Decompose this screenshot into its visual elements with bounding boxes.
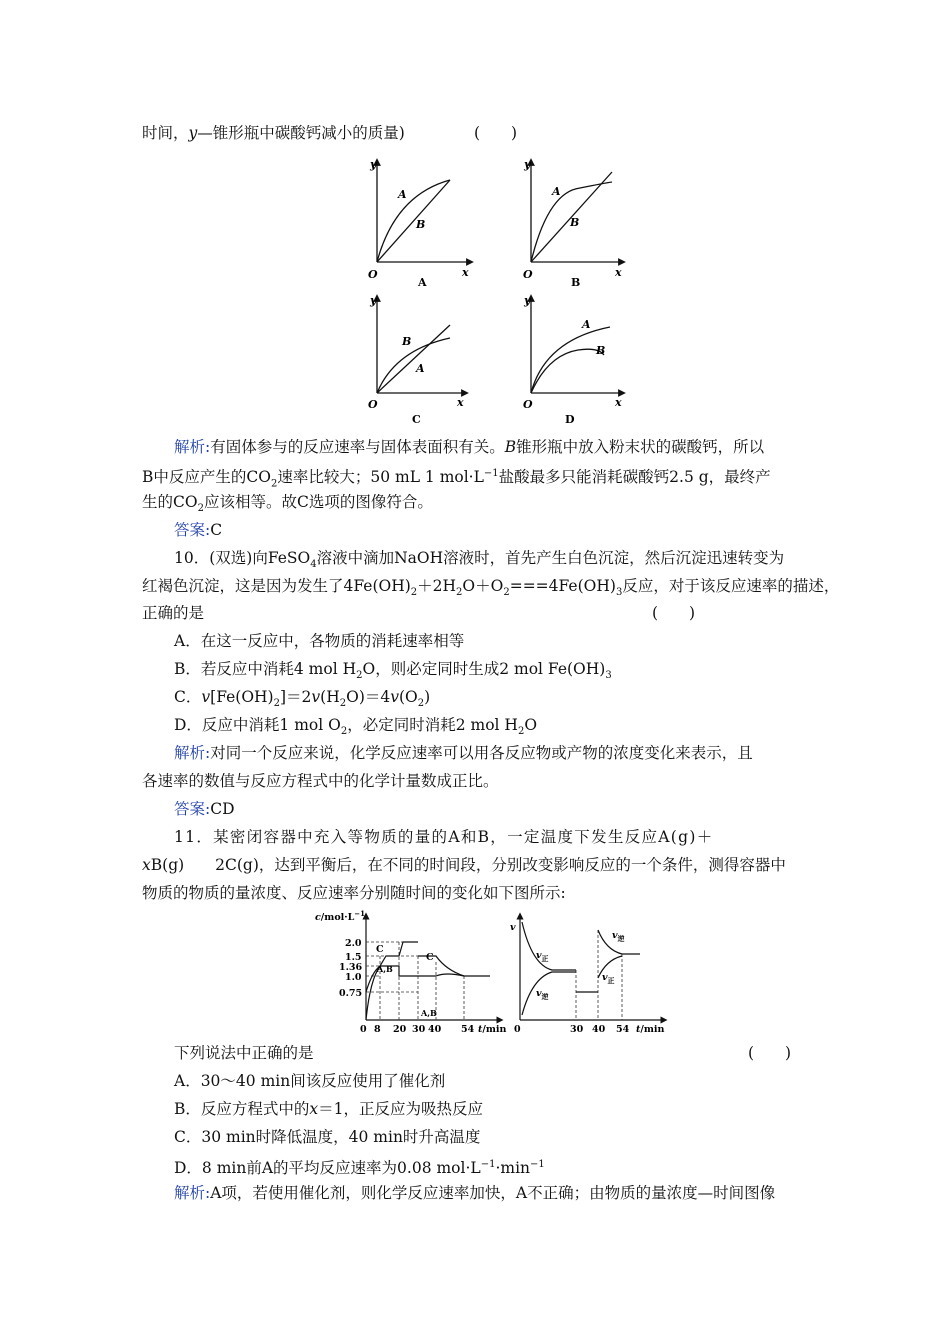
q9a-curve-b: B [416, 218, 426, 231]
q10-answer [174, 799, 235, 819]
q10-text: (O [399, 688, 418, 706]
superscript: −1 [530, 1159, 545, 1170]
q10-option-a: A．在这一反应中，各物质的消耗速率相等 [174, 632, 465, 650]
q9c-axis-x: x [457, 396, 464, 409]
q11-text: ·min [495, 1159, 531, 1178]
ytick-2-0: 2.0 [345, 938, 362, 949]
q9b-caption: B [571, 276, 581, 289]
q9-answer-value: C [210, 521, 223, 539]
q9-analysis-var: B [504, 438, 517, 456]
subscript: 2 [356, 670, 363, 682]
q10-text: ]＝2 [279, 688, 312, 706]
subscript: 2 [340, 726, 348, 738]
q9d-curve-a: A [582, 318, 591, 331]
q10-text: [Fe(OH) [210, 688, 274, 706]
var-x: x [142, 856, 151, 874]
q9-analysis-text: 生的CO [142, 493, 198, 511]
q9a-axis-x: x [462, 266, 469, 279]
q11-answer-paren: ( ) [748, 1044, 792, 1062]
xtick-40: 40 [428, 1024, 442, 1035]
q9a-curve-a: A [398, 188, 407, 201]
q11-line2 [142, 855, 786, 875]
q9d-axis-y: y [524, 294, 531, 307]
q10-text: 10．(双选)向FeSO [174, 549, 311, 567]
q10-line1 [174, 548, 784, 575]
subscript: 2 [273, 698, 280, 710]
label-v-fwd: $v_正$ [536, 950, 549, 963]
q9-analysis-label: 解析: [174, 438, 211, 456]
q9-graph-c [368, 294, 465, 426]
xtick-30: 30 [570, 1024, 584, 1035]
q10-analysis-line2: 各速率的数值与反应方程式中的化学计量数成正比。 [142, 772, 499, 790]
q9-graph-d [523, 294, 622, 426]
q11-line3: 物质的物质的量浓度、反应速率分别随时间的变化如下图所示: [142, 884, 566, 902]
q11-option-d [174, 1155, 545, 1178]
q10-text: 反应，对于该反应速率的描述， [622, 577, 840, 595]
q9c-curve-b: B [402, 335, 412, 348]
var-v: v [390, 688, 399, 706]
q11-rate-graph [510, 916, 665, 1035]
subscript: 2 [410, 587, 418, 599]
q11-option-c: C．30 min时降低温度，40 min时升高温度 [174, 1128, 481, 1146]
q9b-origin: O [523, 268, 533, 281]
label-v-rev-2: $v_逆$ [612, 930, 625, 943]
q10-text: C． [174, 688, 202, 706]
q9-var-y: y [188, 124, 198, 142]
q9-tail-line [142, 123, 405, 143]
q10-analysis-line1 [174, 743, 753, 763]
q10-text: ＋2H [417, 577, 457, 595]
q9d-axis-x: x [615, 396, 622, 409]
q11-analysis-line1 [174, 1183, 775, 1203]
subscript: 2 [270, 478, 278, 490]
q11-prompt: 下列说法中正确的是 [174, 1044, 314, 1062]
q9c-origin: O [368, 398, 378, 411]
q10-text: O)＝4 [346, 688, 391, 706]
q11-left-xlabel: t/min [478, 1024, 507, 1035]
xtick-54: 54 [616, 1024, 630, 1035]
q9b-axis-x: x [615, 266, 622, 279]
label-v-rev: $v_逆$ [536, 988, 549, 1001]
q10-text: O，则必定同时生成2 mol Fe(OH) [362, 660, 606, 678]
q11-text: D．8 min前A的平均反应速率为0.08 mol·L [174, 1159, 481, 1178]
q10-option-d [174, 715, 537, 742]
q9a-caption: A [418, 276, 427, 289]
q11-analysis-text: A项，若使用催化剂，则化学反应速率加快，A不正确；由物质的量浓度—时间图像 [210, 1184, 776, 1202]
q10-text: 红褐色沉淀，这是因为发生了4Fe(OH) [142, 577, 411, 595]
q9-analysis-text: 盐酸最多只能消耗碳酸钙2.5 g，最终产 [498, 468, 771, 487]
q9-analysis-text: 应该相等。故C选项的图像符合。 [203, 493, 433, 511]
ytick-0-75: 0.75 [339, 988, 363, 999]
subscript: 2 [503, 587, 510, 599]
xtick-54: 54 [461, 1024, 475, 1035]
q9c-axis-y: y [370, 294, 377, 307]
q9b-curve-b: B [570, 216, 580, 229]
q9-answer-paren: ( ) [474, 124, 518, 142]
q9-text: 时间， [142, 124, 189, 142]
q10-text: ===4Fe(OH) [509, 577, 616, 595]
xtick-30: 30 [412, 1024, 426, 1035]
q10-text: ) [424, 688, 431, 706]
subscript: 2 [517, 726, 525, 738]
q10-analysis-text: 对同一个反应来说，化学反应速率可以用各反应物或产物的浓度变化来表示，且 [210, 744, 753, 762]
q9-graph-b [523, 158, 622, 289]
q9b-axis-y: y [524, 158, 531, 171]
q9-graph-figure [0, 150, 950, 450]
q9-text-rest: —锥形瓶中碳酸钙减小的质量) [197, 124, 405, 142]
var-x: x [309, 1100, 319, 1118]
q10-text: O＋O [462, 577, 504, 595]
q9-analysis-line2 [142, 464, 771, 494]
q9-answer [174, 520, 222, 540]
q9c-caption: C [412, 413, 421, 426]
q10-text: O [524, 716, 538, 734]
q11-right-ylabel: v [510, 922, 516, 933]
q11-option-b [174, 1099, 483, 1119]
q9d-origin: O [523, 398, 533, 411]
superscript: −1 [483, 468, 499, 479]
q11-figure [0, 910, 950, 1040]
q10-text: D．反应中消耗1 mol O [174, 716, 341, 734]
q10-answer-label: 答案: [174, 800, 211, 818]
q10-line2 [142, 576, 839, 603]
q10-text: (H [320, 688, 340, 706]
xtick-40: 40 [592, 1024, 606, 1035]
q10-option-b [174, 659, 612, 686]
q11-analysis-label: 解析: [174, 1184, 211, 1202]
q9a-origin: O [368, 268, 378, 281]
label-v-fwd-2: $v_正$ [602, 972, 615, 985]
label-ab: A,B [377, 964, 393, 974]
q9-analysis-text: 有固体参与的反应速率与固体表面积有关。 [210, 438, 505, 456]
q9-analysis-text: B中反应产生的CO [142, 468, 271, 487]
var-v: v [311, 688, 321, 706]
q9-analysis-text: 速率比较大；50 mL 1 mol·L [277, 468, 484, 487]
subscript: 2 [456, 587, 463, 599]
subscript: 2 [417, 698, 425, 710]
label-c-2: C [426, 952, 434, 963]
q10-answer-value: CD [210, 800, 235, 818]
label-c: C [376, 944, 384, 955]
subscript: 3 [605, 670, 612, 682]
q10-option-c [174, 687, 430, 714]
q10-answer-paren: ( ) [652, 604, 696, 622]
xtick-20: 20 [393, 1024, 407, 1035]
q11-left-ylabel: $c/mol\cdot L^{-1}$ [315, 910, 366, 923]
subscript: 2 [339, 698, 347, 710]
q11-line1: 11．某密闭容器中充入等物质的量的A和B，一定温度下发生反应A(g)＋ [174, 828, 714, 846]
q10-text: B．若反应中消耗4 mol H [174, 660, 357, 678]
q10-analysis-label: 解析: [174, 744, 211, 762]
q11-option-a: A．30～40 min间该反应使用了催化剂 [174, 1072, 446, 1090]
var-v: v [201, 688, 211, 706]
q10-text: 溶液中滴加NaOH溶液时，首先产生白色沉淀，然后沉淀迅速转变为 [316, 549, 785, 567]
q9c-curve-a: A [416, 362, 425, 375]
q9-analysis-line1 [174, 437, 764, 457]
q11-text: B(g) 2C(g)，达到平衡后，在不同的时间段，分别改变影响反应的一个条件，测得容器中 [150, 856, 786, 874]
xtick-8: 8 [374, 1024, 381, 1035]
origin-0: 0 [360, 1024, 367, 1035]
q11-concentration-graph [315, 910, 507, 1035]
q9-analysis-text: 锥形瓶中放入粉末状的碳酸钙，所以 [516, 438, 765, 456]
q10-line3: 正确的是 [142, 604, 205, 622]
q9-graph-a [368, 158, 470, 289]
subscript: 2 [197, 503, 204, 515]
q9d-caption: D [565, 413, 575, 426]
q9-analysis-line3 [142, 492, 433, 519]
ytick-1-5: 1.5 [345, 952, 362, 963]
ytick-1-36: 1.36 [339, 962, 363, 973]
origin-0: 0 [514, 1024, 521, 1035]
q9-answer-label: 答案: [174, 521, 211, 539]
subscript: 3 [615, 587, 623, 599]
q10-text: ，必定同时消耗2 mol H [347, 716, 518, 734]
q9a-axis-y: y [370, 158, 377, 171]
q11-right-xlabel: t/min [636, 1024, 665, 1035]
q11-text: B．反应方程式中的 [174, 1100, 310, 1118]
label-ab-2: A,B [421, 1008, 437, 1018]
superscript: −1 [480, 1159, 496, 1170]
ytick-1-0: 1.0 [345, 972, 362, 983]
q9b-curve-a: A [552, 185, 561, 198]
subscript: 4 [310, 559, 317, 571]
q9d-curve-b: B [596, 344, 606, 357]
q11-text: ＝1，正反应为吸热反应 [318, 1100, 484, 1118]
